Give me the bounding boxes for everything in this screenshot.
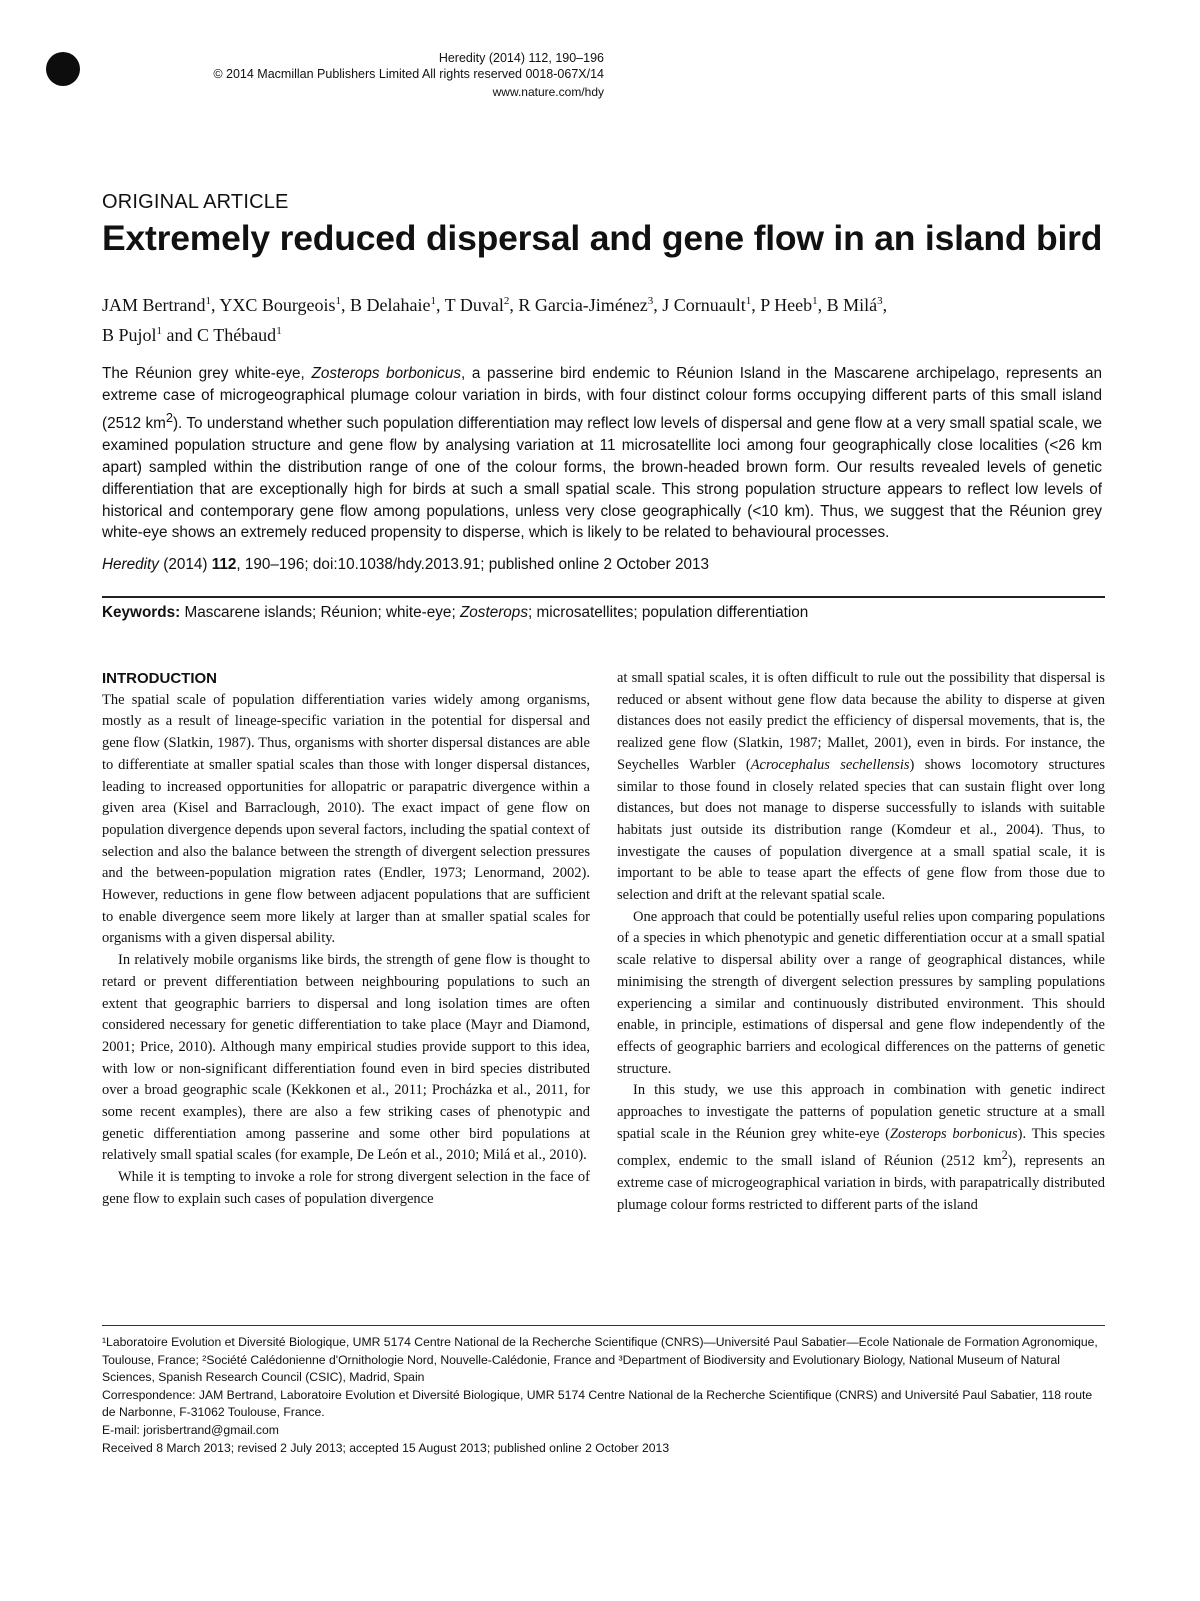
body-species-name: Zosterops borbonicus bbox=[889, 1125, 1018, 1142]
author-affiliation: 2 bbox=[503, 295, 510, 307]
body-paragraph bbox=[617, 668, 1105, 907]
abstract bbox=[102, 363, 1102, 544]
body-text: ) shows locomotory structures similar to those found in closely related species that can sustain flight over long distances, but does not manage to disperse successfully to islands with suitable habitats just outside its distribution range (Komdeur et al., 2004). Thus, to investigate the causes of population divergence at a small spatial scale, it is important to be able to tease apart the effects of gene flow from those due to selection and drift at the relevant spatial scale. bbox=[617, 756, 1106, 904]
journal-url-link[interactable]: www.nature.com/hdy bbox=[492, 85, 604, 99]
journal-header bbox=[150, 50, 604, 100]
body-text: at small spatial scales, it is often difficult to rule out the possibility that dispersal is reduced or absent without gene flow data because the ability to disperse at given distances does not easily predict the efficiency of dispersal movements, that is, the realized gene flow (Slatkin, 1987; Mallet, 2001), even in birds. For instance, the Seychelles Warbler ( bbox=[617, 670, 1105, 773]
body-paragraph: In relatively mobile organisms like birds, the strength of gene flow is thought to retard or prevent differentiation between neighbouring populations to such an extent that geographic barriers to dispersal and long isolation times are often considered necessary for genetic differentiation to take place (Mayr and Diamond, 2001; Price, 2010). Although many empirical studies provide support to this idea, with low or non-significant differentiation found even in bird species distributed over a broad geographic scale (Kekkonen et al., 2011; Procházka et al., 2011, for some recent examples), there are also a few striking cases of phenotypic and genetic differentiation among passerine and some other bird populations at relatively small spatial scales (for example, De León et al., 2010; Milá et al., 2010). bbox=[102, 952, 590, 1164]
citation-details: , 190–196; doi:10.1038/hdy.2013.91; published online 2 October 2013 bbox=[236, 556, 709, 573]
citation-year: (2014) bbox=[158, 556, 212, 573]
article-title: Extremely reduced dispersal and gene flow in an island bird bbox=[102, 218, 1103, 258]
abstract-text: ). To understand whether such population differentiation may reflect low levels of dispersal and gene flow at a very small spatial scale, we examined population structure and gene flow by analysing variation at 11 microsatellite loci among four geographically close localities (<26 km apart) sampled within the distribution range of one of the colour forms, the brown-headed brown form. Our results revealed levels of genetic differentiation that are exceptionally high for birds at such a small spatial scale. This strong population structure appears to reflect low levels of historical and contemporary gene flow among populations, unless very close geographically (<10 km). Thus, we suggest that the Réunion grey white-eye shows an extremely reduced propensity to disperse, which is likely to be related to behavioural processes. bbox=[102, 414, 1102, 542]
article-citation bbox=[102, 556, 709, 574]
author-name: C Thébaud bbox=[197, 325, 277, 345]
body-column-left bbox=[102, 668, 590, 1211]
body-paragraph: One approach that could be potentially useful relies upon comparing populations of a species in which phenotypic and genetic differentiation occur at a small spatial scale relative to dispersal ability over a range of geographical distances, while minimising the strength of divergent selection pressures by sampling populations experiencing a similar and continuously distributed environment. This should enable, in principle, estimations of dispersal and gene flow independently of the effects of geographic barriers and ecological differences on the patterns of genetic structure. bbox=[617, 908, 1105, 1077]
body-paragraph: The spatial scale of population differentiation varies widely among organisms, mostly as a result of lineage-specific variation in the potential for dispersal and gene flow (Slatkin, 1987). Thus, organisms with shorter dispersal distances are able to differentiate at smaller spatial scales than those with longer dispersal distances, leading to increased opportunities for allopatric or parapatric divergence within a given area (Kisel and Barraclough, 2010). The exact impact of gene flow on population divergence depends upon several factors, including the spatial context of selection and also the balance between the strength of divergent selection pressures and the between-population migration rates (Endler, 1973; Lenormand, 2002). However, reductions in gene flow between adjacent populations that are sufficient to enable divergence seem more likely at larger than at smaller spatial scales for organisms with a given dispersal ability. bbox=[102, 691, 590, 947]
author-affiliation: 1 bbox=[745, 295, 752, 307]
footnote-divider bbox=[102, 1325, 1105, 1326]
body-column-right bbox=[617, 668, 1105, 1216]
author-name: B Delahaie bbox=[350, 295, 431, 315]
author-affiliation: 1 bbox=[276, 325, 282, 337]
author-name: B Pujol bbox=[102, 325, 157, 345]
correspondence-footnote: Correspondence: JAM Bertrand, Laboratoire Evolution et Diversité Biologique, UMR 5174 Centre National de la Recherche Scientifique (CNRS) and Université Paul Sabatier, 118 route de Narbonne, F-31062 Toulouse, France. bbox=[102, 1387, 1093, 1420]
article-type-label: ORIGINAL ARTICLE bbox=[102, 191, 289, 213]
author-name: T Duval bbox=[444, 295, 504, 315]
copyright-line: © 2014 Macmillan Publishers Limited All rights reserved 0018-067X/14 bbox=[213, 67, 604, 81]
body-species-name: Acrocephalus sechellensis bbox=[750, 756, 910, 773]
footnotes bbox=[102, 1334, 1105, 1457]
keywords-line bbox=[102, 604, 808, 622]
body-paragraph: While it is tempting to invoke a role for strong divergent selection in the face of gene flow to explain such cases of population divergence bbox=[102, 1169, 590, 1207]
citation-journal: Heredity bbox=[102, 556, 159, 573]
author-name: B Milá bbox=[826, 295, 878, 315]
section-heading-introduction: INTRODUCTION bbox=[102, 670, 217, 687]
author-affiliation: 1 bbox=[335, 295, 342, 307]
abstract-species-name: Zosterops borbonicus bbox=[311, 365, 461, 382]
body-text: ), represents an extreme case of microgeographical variation in birds, with parapatrically distributed plumage colour forms restricted to different parts of the island bbox=[617, 1153, 1105, 1213]
keywords-italic: Zosterops bbox=[459, 604, 528, 621]
author-affiliation: 3 bbox=[877, 295, 883, 307]
abstract-text: , a passerine bird endemic to Réunion Island in the Mascarene archipelago, represents an extreme case of microgeographical plumage colour variation in birds, with four distinct colour forms occupying different parts of this small island (2512 km bbox=[102, 365, 1102, 432]
author-name: YXC Bourgeois bbox=[219, 295, 336, 315]
author-name: JAM Bertrand bbox=[102, 295, 206, 315]
email-link[interactable]: E-mail: jorisbertrand@gmail.com bbox=[102, 1422, 279, 1437]
article-dates: Received 8 March 2013; revised 2 July 2013; accepted 15 August 2013; published online 2 October 2013 bbox=[102, 1440, 670, 1455]
author-affiliation: 1 bbox=[430, 295, 436, 307]
keywords-text: ; microsatellites; population differentiation bbox=[527, 604, 809, 621]
author-affiliation: 1 bbox=[812, 295, 818, 307]
keywords-label: Keywords: bbox=[102, 604, 181, 621]
author-affiliation: 3 bbox=[647, 295, 654, 307]
body-text: ). This species complex, endemic to the small island of Réunion (2512 km bbox=[617, 1125, 1106, 1170]
body-text: In this study, we use this approach in combination with genetic indirect approaches to investigate the patterns of population genetic structure at a small spatial scale in the Réunion grey white-eye ( bbox=[617, 1082, 1105, 1142]
author-name: R Garcia-Jiménez bbox=[518, 295, 648, 315]
author-affiliation: 1 bbox=[205, 295, 211, 307]
abstract-text: The Réunion grey white-eye, bbox=[102, 365, 312, 382]
affiliations-footnote: ¹Laboratoire Evolution et Diversité Biologique, UMR 5174 Centre National de la Recherche Scientifique (CNRS)—Université Paul Sabatier—Ecole Nationale de Formation Agronomique, Toulouse, France; ²Société Calédonienne d'Ornithologie Nord, Nouvelle-Calédonie, France and ³Department of Biodiversity and Evolutionary Biology, National Museum of Natural Sciences, Spanish Research Council (CSIC), Madrid, Spain bbox=[102, 1335, 1098, 1385]
publisher-logo-dot bbox=[46, 52, 80, 86]
author-name: P Heeb bbox=[760, 295, 813, 315]
body-superscript: 2 bbox=[1001, 1148, 1008, 1163]
author-list: JAM Bertrand$^1$, YXC Bourgeois$^1$, B Delahaie$^1$, T Duval$^2$, R Garcia-Jiménez$^3$, J Cornuault$^1$, P Heeb$^1$, B Milá$^3$, B Pujol$^1$ and C Thébaud$^1$ bbox=[102, 295, 888, 345]
author-affiliation: 1 bbox=[156, 325, 163, 337]
keywords-divider bbox=[102, 596, 1105, 598]
citation-volume: 112 bbox=[211, 556, 237, 573]
abstract-superscript: 2 bbox=[165, 409, 173, 425]
keywords-text: Mascarene islands; Réunion; white-eye; bbox=[180, 604, 460, 621]
author-name: J Cornuault bbox=[662, 295, 746, 315]
journal-citation-line: Heredity (2014) 112, 190–196 bbox=[438, 51, 604, 65]
author-and: and bbox=[166, 325, 193, 345]
body-paragraph bbox=[617, 1080, 1105, 1216]
